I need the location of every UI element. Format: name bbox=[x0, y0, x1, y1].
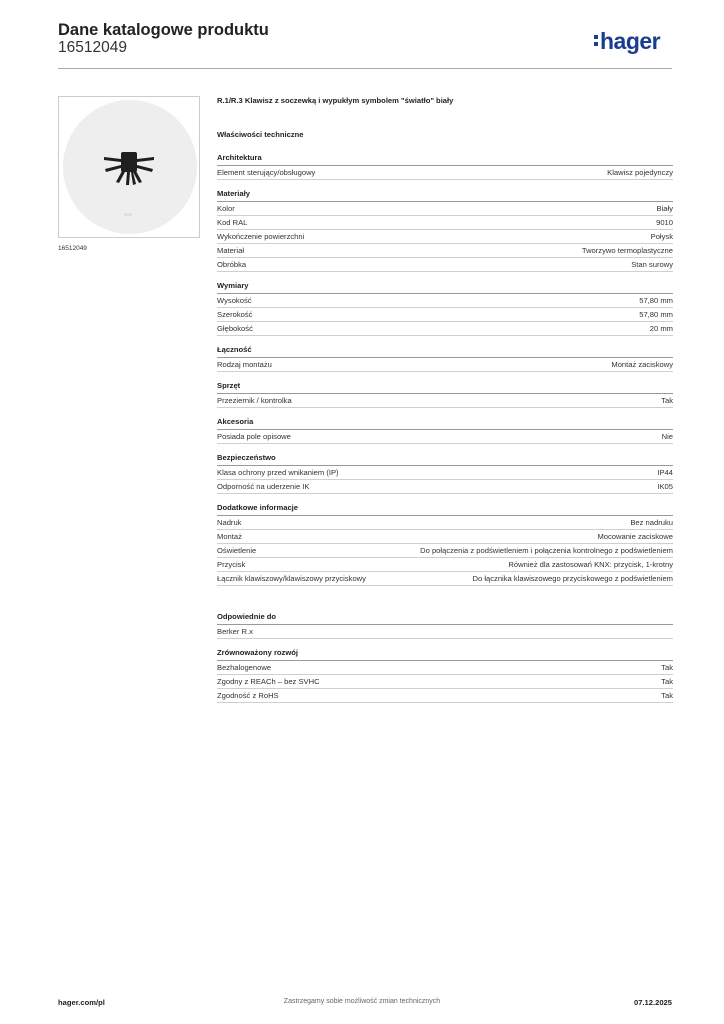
spec-row bbox=[217, 572, 673, 586]
spec-value: Montaż zaciskowy bbox=[611, 360, 673, 369]
spec-row bbox=[217, 216, 673, 230]
spec-row bbox=[217, 625, 673, 639]
spec-label: Bezhalogenowe bbox=[217, 663, 272, 672]
spec-value: IK05 bbox=[657, 482, 673, 491]
product-image bbox=[58, 96, 200, 238]
section-title: Sprzęt bbox=[217, 381, 673, 394]
section-title: Łączność bbox=[217, 345, 673, 358]
spec-section bbox=[217, 381, 673, 408]
spec-value: Mocowanie zaciskowe bbox=[597, 532, 673, 541]
spec-value: Połysk bbox=[650, 232, 673, 241]
spec-label: Posiada pole opisowe bbox=[217, 432, 291, 441]
spec-row bbox=[217, 258, 673, 272]
spec-section bbox=[217, 503, 673, 586]
spec-row bbox=[217, 358, 673, 372]
footer-notice: Zastrzegamy sobie możliwość zmian technicznych bbox=[283, 998, 441, 1005]
spec-value: Tak bbox=[661, 691, 673, 700]
spec-value: 20 mm bbox=[649, 324, 673, 333]
section-title: Zrównoważony rozwój bbox=[217, 648, 673, 661]
spec-row bbox=[217, 689, 673, 703]
spec-row bbox=[217, 294, 673, 308]
spec-label: Zgodny z REACh – bez SVHC bbox=[217, 677, 320, 686]
spec-row bbox=[217, 516, 673, 530]
spec-label: Nadruk bbox=[217, 518, 242, 527]
spec-row bbox=[217, 558, 673, 572]
spec-section bbox=[217, 345, 673, 372]
spec-label: Klasa ochrony przed wnikaniem (IP) bbox=[217, 468, 339, 477]
spec-label: Oświetlenie bbox=[217, 546, 257, 555]
logo-colon-icon bbox=[594, 35, 598, 46]
spec-label: Obróbka bbox=[217, 260, 247, 269]
spec-label: Element sterujący/obsługowy bbox=[217, 168, 316, 177]
spec-value: Tak bbox=[661, 677, 673, 686]
spec-value: 57,80 mm bbox=[639, 296, 673, 305]
spec-value: Tak bbox=[661, 396, 673, 405]
spec-label: Odporność na uderzenie IK bbox=[217, 482, 310, 491]
spec-value: Do łącznika klawiszowego przyciskowego z podświetleniem bbox=[472, 574, 673, 583]
spec-value: Nie bbox=[661, 432, 673, 441]
header-divider bbox=[58, 68, 672, 69]
spec-value: Klawisz pojedynczy bbox=[607, 168, 673, 177]
spec-value: 57,80 mm bbox=[639, 310, 673, 319]
spec-row bbox=[217, 466, 673, 480]
spec-section bbox=[217, 648, 673, 703]
spec-row bbox=[217, 166, 673, 180]
section-title: Akcesoria bbox=[217, 417, 673, 430]
section-title: Bezpieczeństwo bbox=[217, 453, 673, 466]
footer-date: 07.12.2025 bbox=[633, 998, 672, 1007]
spec-value: Bez nadruku bbox=[630, 518, 673, 527]
spec-section bbox=[217, 417, 673, 444]
spec-label: Montaż bbox=[217, 532, 242, 541]
spec-label: Przeziernik / kontrolka bbox=[217, 396, 292, 405]
spec-label: Szerokość bbox=[217, 310, 253, 319]
spec-label: Berker R.x bbox=[217, 627, 253, 636]
spec-row bbox=[217, 202, 673, 216]
section-title: Odpowiednie do bbox=[217, 612, 673, 625]
spec-section bbox=[217, 612, 673, 639]
hager-logo bbox=[594, 28, 660, 54]
spec-value: 9010 bbox=[656, 218, 673, 227]
spec-row bbox=[217, 480, 673, 494]
spec-label: Kolor bbox=[217, 204, 235, 213]
spec-row bbox=[217, 308, 673, 322]
spec-content bbox=[217, 96, 673, 712]
spec-label: Głębokość bbox=[217, 324, 253, 333]
spec-label: Rodzaj montażu bbox=[217, 360, 272, 369]
product-title: R.1/R.3 Klawisz z soczewką i wypukłym symbolem "światło" biały bbox=[217, 96, 454, 105]
section-title: Architektura bbox=[217, 153, 673, 166]
spec-row bbox=[217, 430, 673, 444]
spec-label: Wykończenie powierzchni bbox=[217, 232, 305, 241]
spec-row bbox=[217, 661, 673, 675]
spec-value: Stan surowy bbox=[631, 260, 673, 269]
spec-value: Tak bbox=[661, 663, 673, 672]
page-title: Dane katalogowe produktu bbox=[58, 21, 269, 39]
properties-title: Właściwości techniczne bbox=[217, 130, 304, 139]
spec-row bbox=[217, 322, 673, 336]
spec-label: Materiał bbox=[217, 246, 245, 255]
spec-section bbox=[217, 189, 673, 272]
spec-section bbox=[217, 453, 673, 494]
spec-value: Tworzywo termoplastyczne bbox=[581, 246, 673, 255]
spec-row bbox=[217, 544, 673, 558]
light-symbol-icon bbox=[59, 97, 199, 237]
spec-value: Do połączenia z podświetleniem i połączenia kontrolnego z podświetleniem bbox=[420, 546, 673, 555]
spec-row bbox=[217, 230, 673, 244]
spec-label: Kod RAL bbox=[217, 218, 248, 227]
section-title: Wymiary bbox=[217, 281, 673, 294]
spec-label: Przycisk bbox=[217, 560, 246, 569]
spec-section bbox=[217, 281, 673, 336]
spec-row bbox=[217, 244, 673, 258]
spec-row bbox=[217, 394, 673, 408]
spec-label: Łącznik klawiszowy/klawiszowy przyciskowy bbox=[217, 574, 366, 583]
section-title: Materiały bbox=[217, 189, 673, 202]
spec-label: Zgodność z RoHS bbox=[217, 691, 279, 700]
product-number: 16512049 bbox=[58, 39, 127, 56]
spec-sections bbox=[217, 153, 673, 703]
spec-value: Również dla zastosowań KNX: przycisk, 1-krotny bbox=[508, 560, 673, 569]
section-title: Dodatkowe informacje bbox=[217, 503, 673, 516]
spec-value: Biały bbox=[656, 204, 673, 213]
image-caption: 16512049 bbox=[58, 245, 87, 252]
spec-value: IP44 bbox=[657, 468, 673, 477]
footer-website: hager.com/pl bbox=[58, 998, 105, 1007]
logo-text: hager bbox=[600, 28, 661, 54]
spec-row bbox=[217, 675, 673, 689]
spec-row bbox=[217, 530, 673, 544]
spec-label: Wysokość bbox=[217, 296, 252, 305]
spec-section bbox=[217, 153, 673, 180]
